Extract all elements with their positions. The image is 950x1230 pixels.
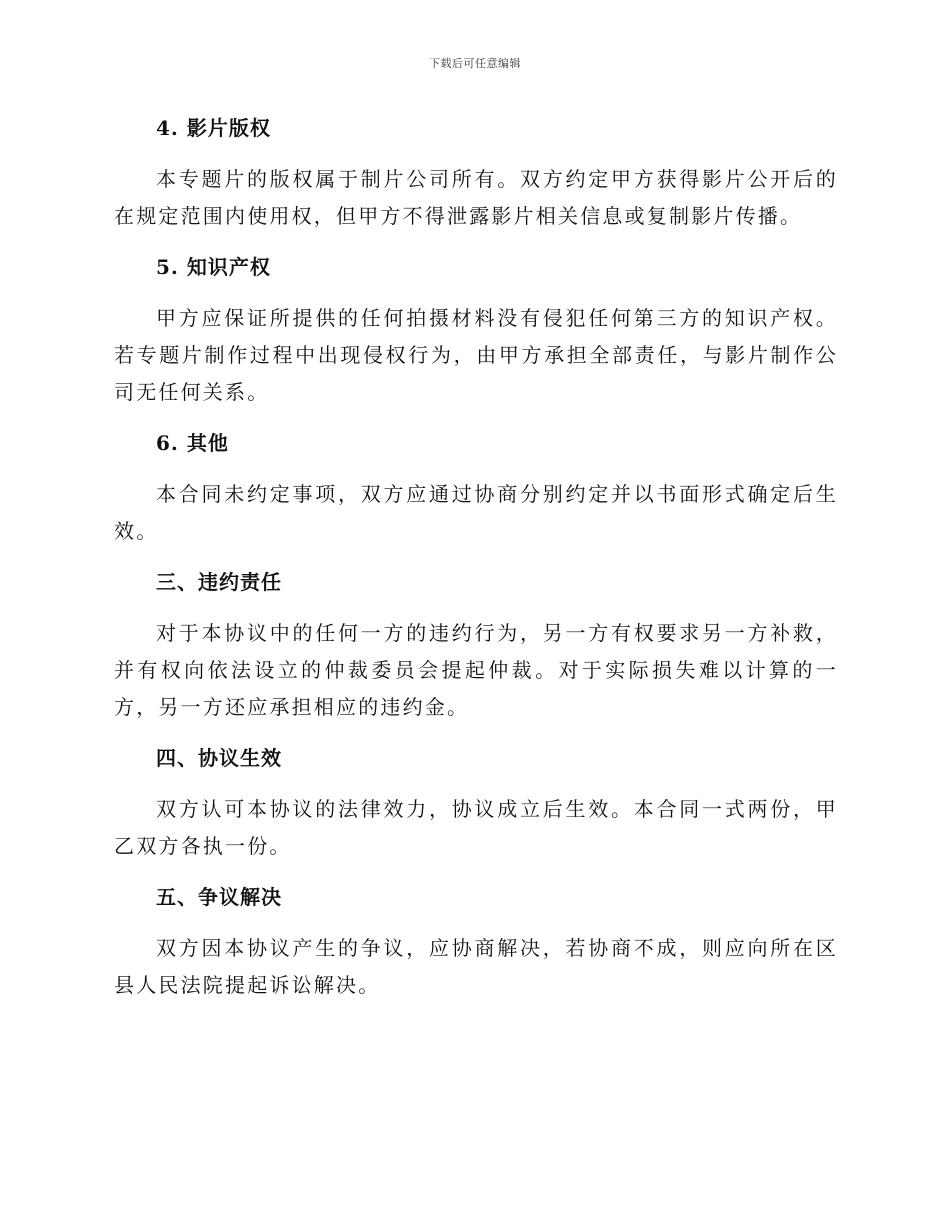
- document-body: [114, 110, 838, 1018]
- section-heading: 6. 其他: [156, 431, 229, 455]
- section-paragraph: 甲方应保证所提供的任何拍摄材料没有侵犯任何第三方的知识产权。若专题片制作过程中出现侵权行为，由甲方承担全部责任，与影片制作公司无任何关系。: [114, 306, 838, 404]
- section-intellectual-property: [114, 249, 838, 411]
- section-breach-liability: [114, 564, 838, 726]
- section-dispute-resolution: [114, 879, 838, 1004]
- section-paragraph: 对于本协议中的任何一方的违约行为，另一方有权要求另一方补救，并有权向依法设立的仲裁委员会提起仲裁。对于实际损失难以计算的一方，另一方还应承担相应的违约金。: [114, 621, 838, 719]
- section-agreement-effect: [114, 740, 838, 865]
- section-heading: 5. 知识产权: [156, 255, 271, 279]
- section-paragraph: 本合同未约定事项，双方应通过协商分别约定并以书面形式确定后生效。: [114, 482, 838, 543]
- section-heading: 4. 影片版权: [156, 116, 271, 140]
- page-header-note: 下载后可任意编辑: [429, 57, 521, 70]
- section-paragraph: 双方认可本协议的法律效力，协议成立后生效。本合同一式两份，甲乙双方各执一份。: [114, 797, 838, 858]
- section-film-copyright: [114, 110, 838, 235]
- section-paragraph: 本专题片的版权属于制片公司所有。双方约定甲方获得影片公开后的在规定范围内使用权，但甲方不得泄露影片相关信息或复制影片传播。: [114, 167, 838, 228]
- section-heading: 三、违约责任: [156, 570, 282, 594]
- section-other: [114, 425, 838, 550]
- section-heading: 五、争议解决: [156, 885, 282, 909]
- section-paragraph: 双方因本协议产生的争议，应协商解决，若协商不成，则应向所在区县人民法院提起诉讼解决。: [114, 936, 838, 997]
- section-heading: 四、协议生效: [156, 746, 282, 770]
